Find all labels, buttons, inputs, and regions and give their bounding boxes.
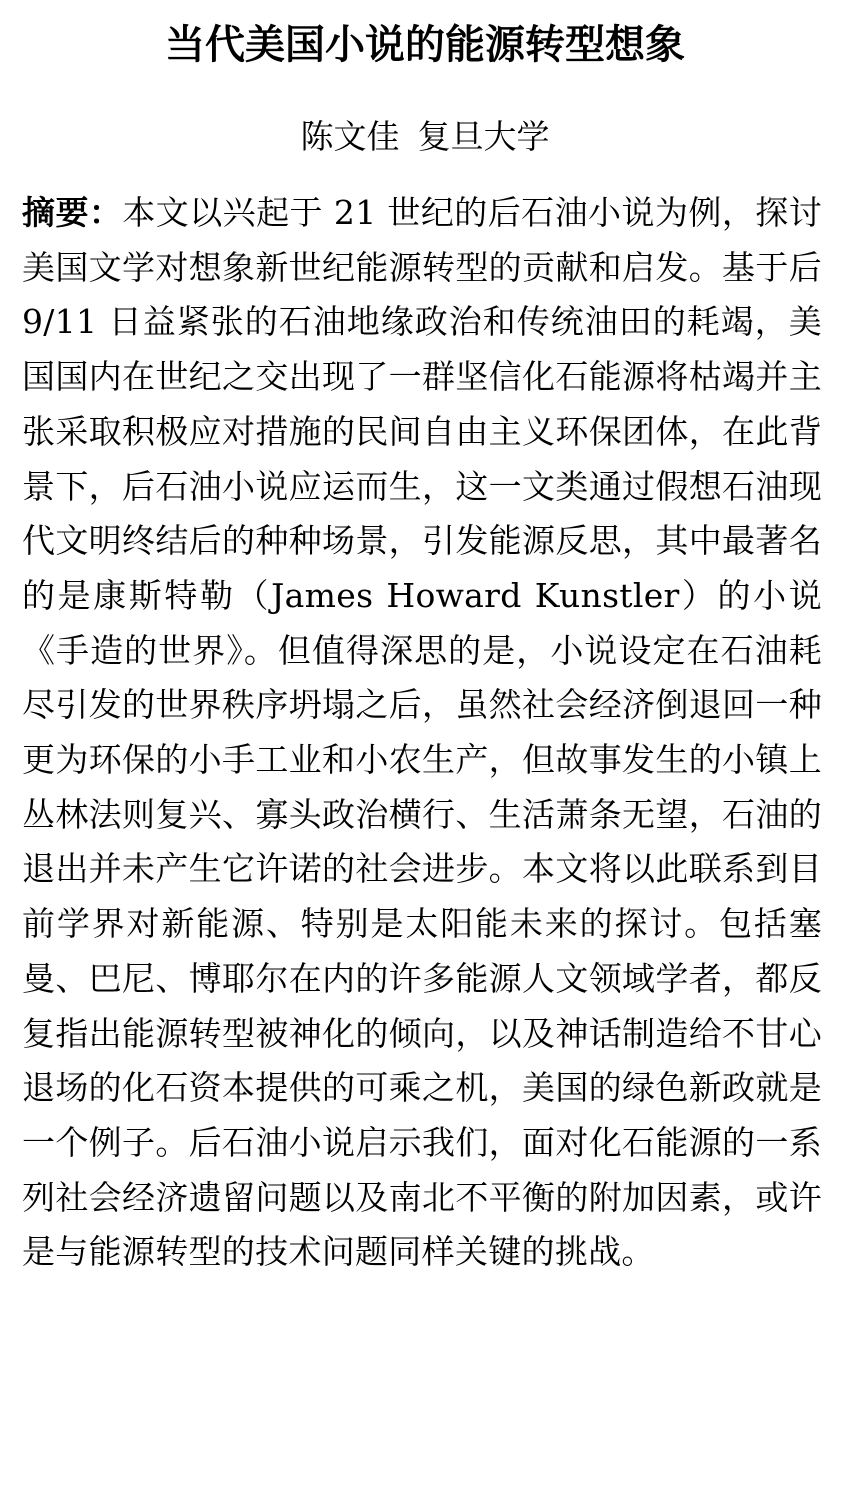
author-line — [0, 112, 850, 162]
abstract-body: 本文以兴起于 21 世纪的后石油小说为例，探讨美国文学对想象新世纪能源转型的贡献和启发。基于后 9/11 日益紧张的石油地缘政治和传统油田的耗竭，美国国内在世纪之交出现了一群坚信化石能源将枯竭并主张采取积极应对措施的民间自由主义环保团体，在此背景下，后石油小说应运而生，这一文类通过假想石油现代文明终结后的种种场景，引发能源反思，其中最著名的是康斯特勒（James Howard Kunstler）的小说《手造的世界》。但值得深思的是，小说设定在石油耗尽引发的世界秩序坍塌之后，虽然社会经济倒退回一种更为环保的小手工业和小农生产，但故事发生的小镇上丛林法则复兴、寡头政治横行、生活萧条无望，石油的退出并未产生它许诺的社会进步。本文将以此联系到目前学界对新能源、特别是太阳能未来的探讨。包括塞曼、巴尼、博耶尔在内的许多能源人文领域学者，都反复指出能源转型被神化的倾向，以及神话制造给不甘心退场的化石资本提供的可乘之机，美国的绿色新政就是一个例子。后石油小说启示我们，面对化石能源的一系列社会经济遗留问题以及南北不平衡的附加因素，或许是与能源转型的技术问题同样关键的挑战。 — [22, 193, 822, 1272]
abstract-paragraph — [22, 186, 822, 1280]
paper-title: 当代美国小说的能源转型想象 — [165, 22, 685, 68]
abstract-label: 摘要： — [22, 193, 123, 232]
author-affiliation: 复旦大学 — [417, 117, 550, 156]
author-name: 陈文佳 — [300, 117, 400, 156]
